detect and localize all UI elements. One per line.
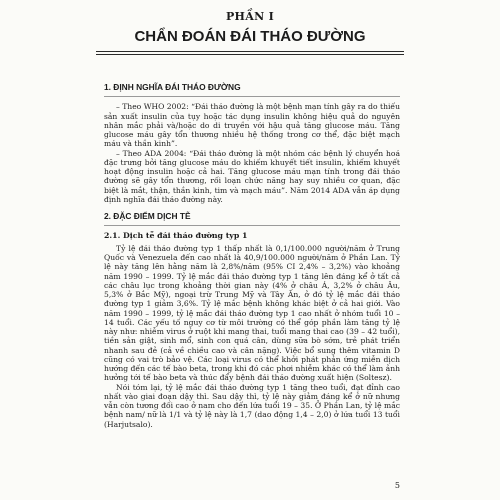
page-content: [104, 82, 400, 436]
part-label: PHẦN I: [225, 10, 275, 23]
chapter-title: CHẨN ĐOÁN ĐÁI THÁO ĐƯỜNG: [134, 28, 366, 45]
section-divider: [104, 96, 400, 97]
section-divider: [104, 225, 400, 226]
title-rule-top: [96, 51, 404, 52]
paragraph: – Theo ADA 2004: “Đái tháo đường là một nhóm các bệnh lý chuyển hoá đặc trưng bởi tăng glucose máu do khiếm khuyết tiết insulin, khiếm khuyết hoạt động insulin hoặc cả hai. Tăng glucose máu mạn tính trong đái tháo đường sẽ gây tổn thương, rối loạn chức năng hay suy nhiều cơ quan, đặc biệt là mắt, thận, thần kinh, tim và mạch máu”. Năm 2014 ADA vẫn áp dụng định nghĩa đái tháo đường này.: [104, 148, 400, 204]
section-epidemiology: [104, 211, 400, 429]
paragraph: Nói tóm lại, tỷ lệ mắc đái tháo đường typ 1 tăng theo tuổi, đạt đỉnh cao nhất vào giai đoạn dậy thì. Sau dậy thì, tỷ lệ này giảm đáng kể ở nữ nhưng vẫn còn tương đối cao ở nam cho đến lứa tuổi 19 – 35. Ở Phần Lan, tỷ lệ mắc bệnh nam/ nữ là 1/1 và tỷ lệ này là 1,7 (dao động 1,4 – 2,0) ở lứa tuổi 13 tuổi (Harjutsalo).: [104, 382, 400, 429]
paragraph: – Theo WHO 2002: “Đái tháo đường là một bệnh mạn tính gây ra do thiếu sản xuất insulin của tụy hoặc tác dụng insulin không hiệu quả do nguyên nhân mắc phải và/hoặc do di truyền với hậu quả tăng glucose máu. Tăng glucose máu gây tổn thương nhiều hệ thống trong cơ thể, đặc biệt mạch máu và thần kinh”.: [104, 102, 400, 149]
section-definition: [104, 82, 400, 204]
title-rule-bottom: [96, 54, 404, 55]
paragraph: Tỷ lệ đái tháo đường typ 1 thấp nhất là 0,1/100.000 người/năm ở Trung Quốc và Venezuela đến cao nhất là 40,9/100.000 người/năm ở Phần Lan. Tỷ lệ này tăng lên hằng năm là 2,8%/năm (95% CI 2,4% – 3,2%) vào khoảng năm 1990 – 1999. Tỷ lệ mắc đái tháo đường typ 1 tăng lên đáng kể ở tất cả các châu lục trong khoảng thời gian này (4% ở châu Á, 3,2% ở châu Âu, 5,3% ở Bắc Mỹ), ngoại trừ Trung Mỹ và Tây Ấn, ở đó tỷ lệ mắc đái tháo đường typ 1 giảm 3,6%. Tỷ lệ mắc bệnh không khác biệt ở cả hai giới. Vào năm 1990 – 1999, tỷ lệ mắc đái tháo đường typ 1 cao nhất ở nhóm tuổi 10 – 14 tuổi. Các yếu tố nguy cơ từ môi trường có thể góp phần làm tăng tỷ lệ này như: nhiễm virus ở ruột khi mang thai, tuổi mang thai cao (39 – 42 tuổi), tiền sản giật, sinh mổ, sinh con quá cân, dùng sữa bò sớm, trẻ phát triển nhanh sau đẻ (cả về chiều cao và cân nặng). Việc bổ sung thêm vitamin D cũng có vai trò bảo vệ. Các loại virus có thể khởi phát phản ứng miễn dịch hướng đến các tế bào beta, trong khi đó các phơi nhiễm khác có thể làm ảnh hưởng tới tế bào beta và thúc đẩy bệnh đái tháo đường xuất hiện (Soltesz).: [104, 243, 400, 383]
section-heading: 2. ĐẶC ĐIỂM DỊCH TỄ: [104, 211, 191, 221]
page-number: 5: [394, 481, 400, 490]
subsection-heading: 2.1. Dịch tễ đái tháo đường typ 1: [104, 231, 248, 241]
section-heading: 1. ĐỊNH NGHĨA ĐÁI THÁO ĐƯỜNG: [104, 82, 241, 92]
